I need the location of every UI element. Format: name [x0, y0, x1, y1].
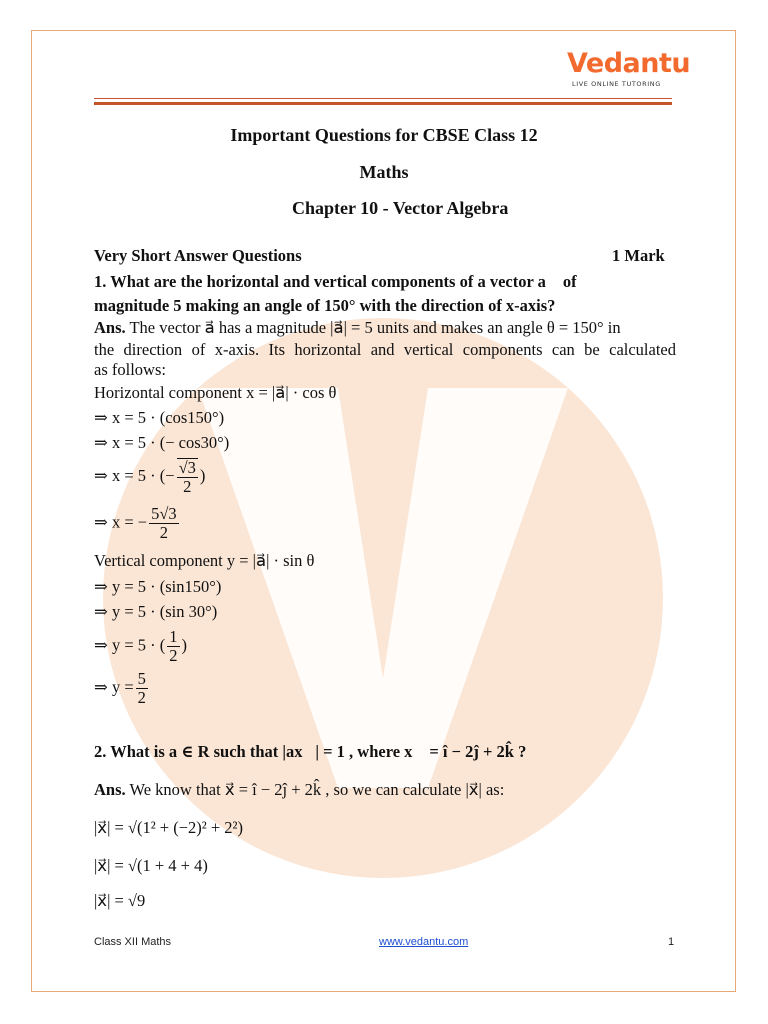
q1-h-step4-pre: ⇒ x = − — [94, 512, 148, 532]
q1-v-step3-den: 2 — [169, 646, 178, 665]
header-rule-thick — [94, 102, 672, 105]
q1-h-step3 — [94, 458, 205, 496]
q1-v-step3-post: ) — [181, 635, 187, 655]
q1-v-step3 — [94, 628, 187, 665]
q1-v-step3-fraction — [167, 628, 179, 665]
q2-answer — [94, 780, 504, 800]
logo-wordmark: Vedantu — [567, 48, 691, 79]
q1-question-line2: magnitude 5 making an angle of 150° with the direction of x-axis? — [94, 296, 556, 315]
q2-step2: |x⃗| = √(1 + 4 + 4) — [94, 856, 208, 875]
q1-h-step3-den: 2 — [183, 477, 192, 496]
vedantu-logo — [567, 48, 691, 88]
q1-v-step2: ⇒ y = 5 · (sin 30°) — [94, 602, 218, 621]
logo-tagline: LIVE ONLINE TUTORING — [572, 80, 661, 88]
q1-v-step1: ⇒ y = 5 · (sin150°) — [94, 577, 222, 596]
q1-h-step2: ⇒ x = 5 · (− cos30°) — [94, 433, 230, 452]
q1-v-step4-fraction — [136, 670, 148, 707]
q1-h-step3-pre: ⇒ x = 5 · (− — [94, 465, 175, 485]
q1-v-step4-num: 5 — [137, 669, 146, 688]
q1-h-step3-num: √3 — [178, 458, 196, 477]
q1-ans-label: Ans. — [94, 318, 126, 337]
q1-h-step3-fraction — [177, 458, 198, 496]
q1-v-step4 — [94, 670, 150, 707]
q1-answer-line1 — [94, 318, 621, 338]
q2-ans-text: We know that x⃗ = î − 2ĵ + 2k̂ , so we can calculate |x⃗| as: — [129, 780, 505, 799]
q1-v-step4-den: 2 — [137, 688, 146, 707]
q1-h-step4-fraction — [149, 505, 179, 542]
doc-subject: Maths — [359, 162, 409, 182]
q1-h-step4 — [94, 505, 181, 542]
section-heading: Very Short Answer Questions — [94, 246, 302, 265]
q2-question: 2. What is a ∈ R such that |ax⃗| = 1 , where x⃗ = î − 2ĵ + 2k̂ ? — [94, 742, 527, 761]
q1-answer-line2: the direction of x-axis. Its horizontal and vertical components can be calculated — [94, 340, 676, 359]
q1-v-step4-pre: ⇒ y = — [94, 677, 134, 697]
q1-horizontal-label: Horizontal component x = |a⃗| · cos θ — [94, 383, 337, 402]
section-marks: 1 Mark — [612, 246, 665, 265]
q1-h-step4-den: 2 — [159, 523, 168, 542]
q1-v-step3-pre: ⇒ y = 5 · ( — [94, 635, 166, 655]
q2-step3: |x⃗| = √9 — [94, 891, 146, 910]
footer-website-link[interactable]: www.vedantu.com — [379, 936, 469, 948]
q1-h-step1: ⇒ x = 5 · (cos150°) — [94, 408, 225, 427]
q1-v-step3-num: 1 — [169, 627, 178, 646]
header-rule-thin — [94, 98, 672, 99]
q1-h-step3-post: ) — [199, 465, 206, 485]
q2-step1: |x⃗| = √(1² + (−2)² + 2²) — [94, 818, 243, 837]
q1-answer-line3: as follows: — [94, 360, 166, 379]
q1-ans-text1: The vector a⃗ has a magnitude |a⃗| = 5 units and makes an angle θ = 150° in — [129, 318, 621, 337]
q2-ans-label: Ans. — [94, 780, 126, 799]
footer-page-number: 1 — [668, 936, 675, 948]
doc-chapter: Chapter 10 - Vector Algebra — [292, 198, 509, 218]
footer-class-label: Class XII Maths — [94, 936, 172, 948]
doc-title: Important Questions for CBSE Class 12 — [230, 125, 538, 145]
q1-question-line1: 1. What are the horizontal and vertical components of a vector a⃗ of — [94, 272, 577, 291]
q1-vertical-label: Vertical component y = |a⃗| · sin θ — [94, 551, 315, 570]
q1-h-step4-num: 5√3 — [151, 504, 177, 523]
